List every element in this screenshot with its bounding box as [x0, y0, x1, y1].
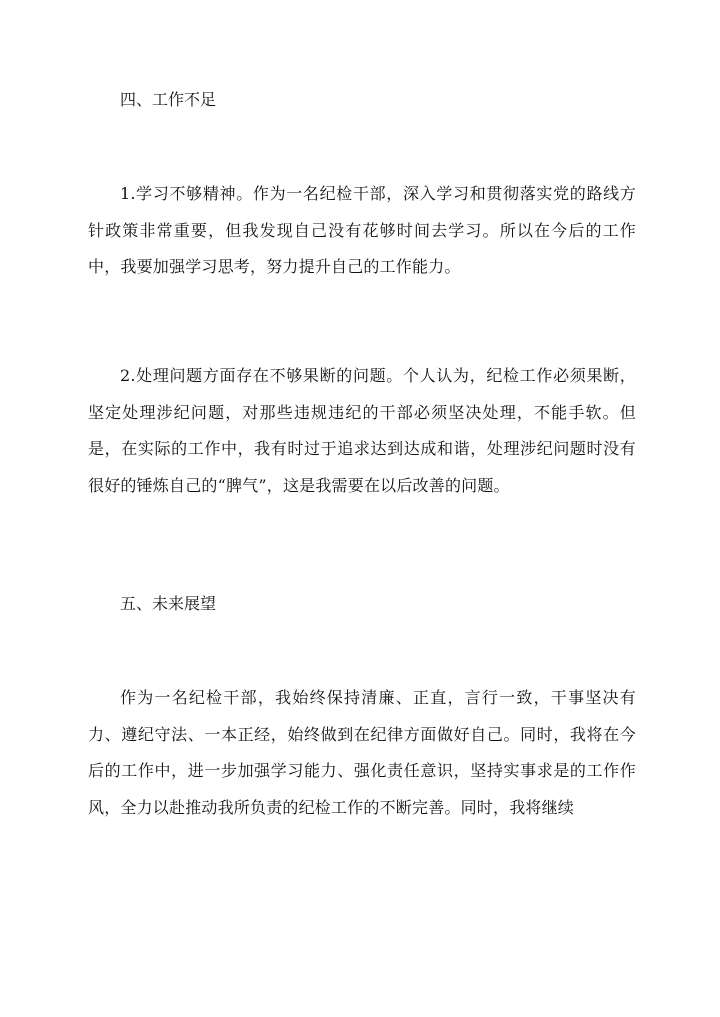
paragraph-shortcoming-1: 1.学习不够精神。作为一名纪检干部，深入学习和贯彻落实党的路线方针政策非常重要，但我发现自己没有花够时间去学习。所以在今后的工作中，我要加强学习思考，努力提升自己的工作能力。: [88, 184, 636, 276]
paragraph-shortcoming-2: 2.处理问题方面存在不够果断的问题。个人认为，纪检工作必须果断，坚定处理涉纪问题，对那些违规违纪的干部必须坚决处理，不能手软。但是，在实际的工作中，我有时过于追求达到达成和谐，处理涉纪问题时没有很好的锤炼自己的“脾气”，这是我需要在以后改善的问题。: [88, 366, 636, 495]
section-heading-shortcomings: 四、工作不足: [120, 90, 217, 109]
section-heading-outlook: 五、未来展望: [120, 594, 217, 613]
paragraph-outlook: 作为一名纪检干部，我始终保持清廉、正直，言行一致，干事坚决有力、遵纪守法、一本正经，始终做到在纪律方面做好自己。同时，我将在今后的工作中，进一步加强学习能力、强化责任意识，坚持实事求是的工作作风，全力以赴推动我所负责的纪检工作的不断完善。同时，我将继续: [88, 688, 636, 817]
